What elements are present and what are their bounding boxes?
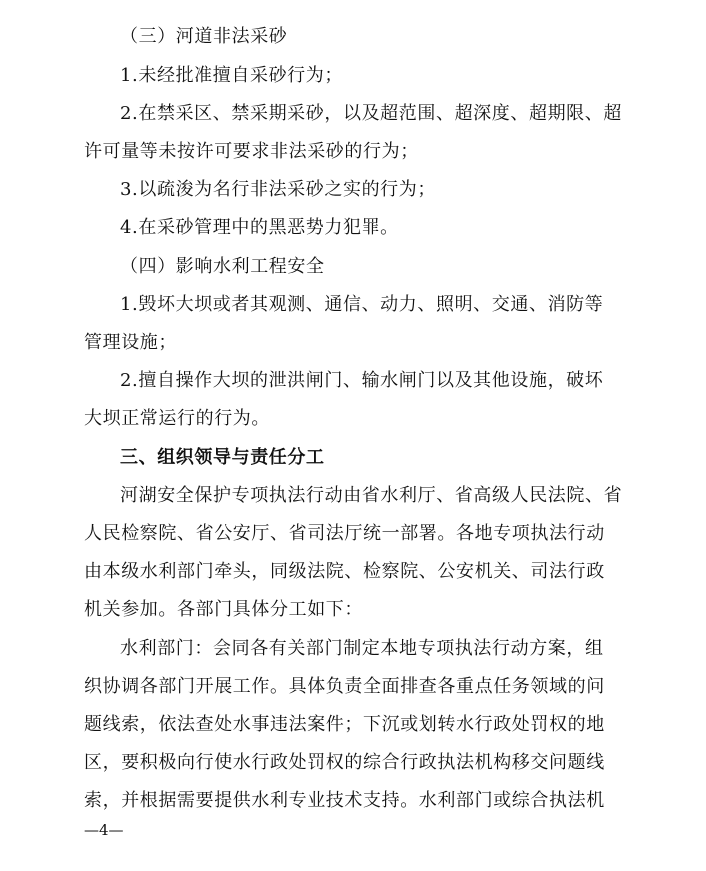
paragraph-line: 4.在采砂管理中的黑恶势力犯罪。	[120, 217, 399, 238]
paragraph-line: 人民检察院、省公安厅、省司法厅统一部署。各地专项执法行动	[84, 523, 605, 544]
paragraph-line: 1.毁坏大坝或者其观测、通信、动力、照明、交通、消防等	[120, 294, 604, 315]
section-heading-4: （四）影响水利工程安全	[120, 256, 325, 277]
paragraph-line: 1.未经批准擅自采砂行为；	[120, 65, 343, 86]
section-heading-3: （三）河道非法采砂	[120, 26, 288, 47]
paragraph-line: 题线索，依法查处水事违法案件；下沉或划转水行政处罚权的地	[84, 714, 605, 735]
paragraph-line: 大坝正常运行的行为。	[84, 408, 270, 429]
paragraph-line: 织协调各部门开展工作。具体负责全面排查各重点任务领域的问	[84, 676, 605, 697]
paragraph-line: 由本级水利部门牵头，同级法院、检察院、公安机关、司法行政	[84, 561, 605, 582]
paragraph-line: 2.擅自操作大坝的泄洪闸门、输水闸门以及其他设施，破坏	[120, 370, 604, 391]
paragraph-line: 管理设施；	[84, 332, 177, 353]
page-number: —4—	[84, 821, 124, 839]
paragraph-line: 许可量等未按许可要求非法采砂的行为；	[84, 141, 419, 162]
paragraph-line: 机关参加。各部门具体分工如下：	[84, 599, 363, 620]
section-heading-main: 三、组织领导与责任分工	[120, 447, 325, 468]
paragraph-line: 区，要积极向行使水行政处罚权的综合行政执法机构移交问题线	[84, 752, 605, 773]
paragraph-line: 2.在禁采区、禁采期采砂，以及超范围、超深度、超期限、超	[120, 103, 622, 124]
paragraph-line: 水利部门：会同各有关部门制定本地专项执法行动方案，组	[120, 638, 604, 659]
paragraph-line: 索，并根据需要提供水利专业技术支持。水利部门或综合执法机	[84, 790, 605, 811]
paragraph-line: 河湖安全保护专项执法行动由省水利厅、省高级人民法院、省	[120, 485, 623, 506]
paragraph-line: 3.以疏浚为名行非法采砂之实的行为；	[120, 179, 436, 200]
